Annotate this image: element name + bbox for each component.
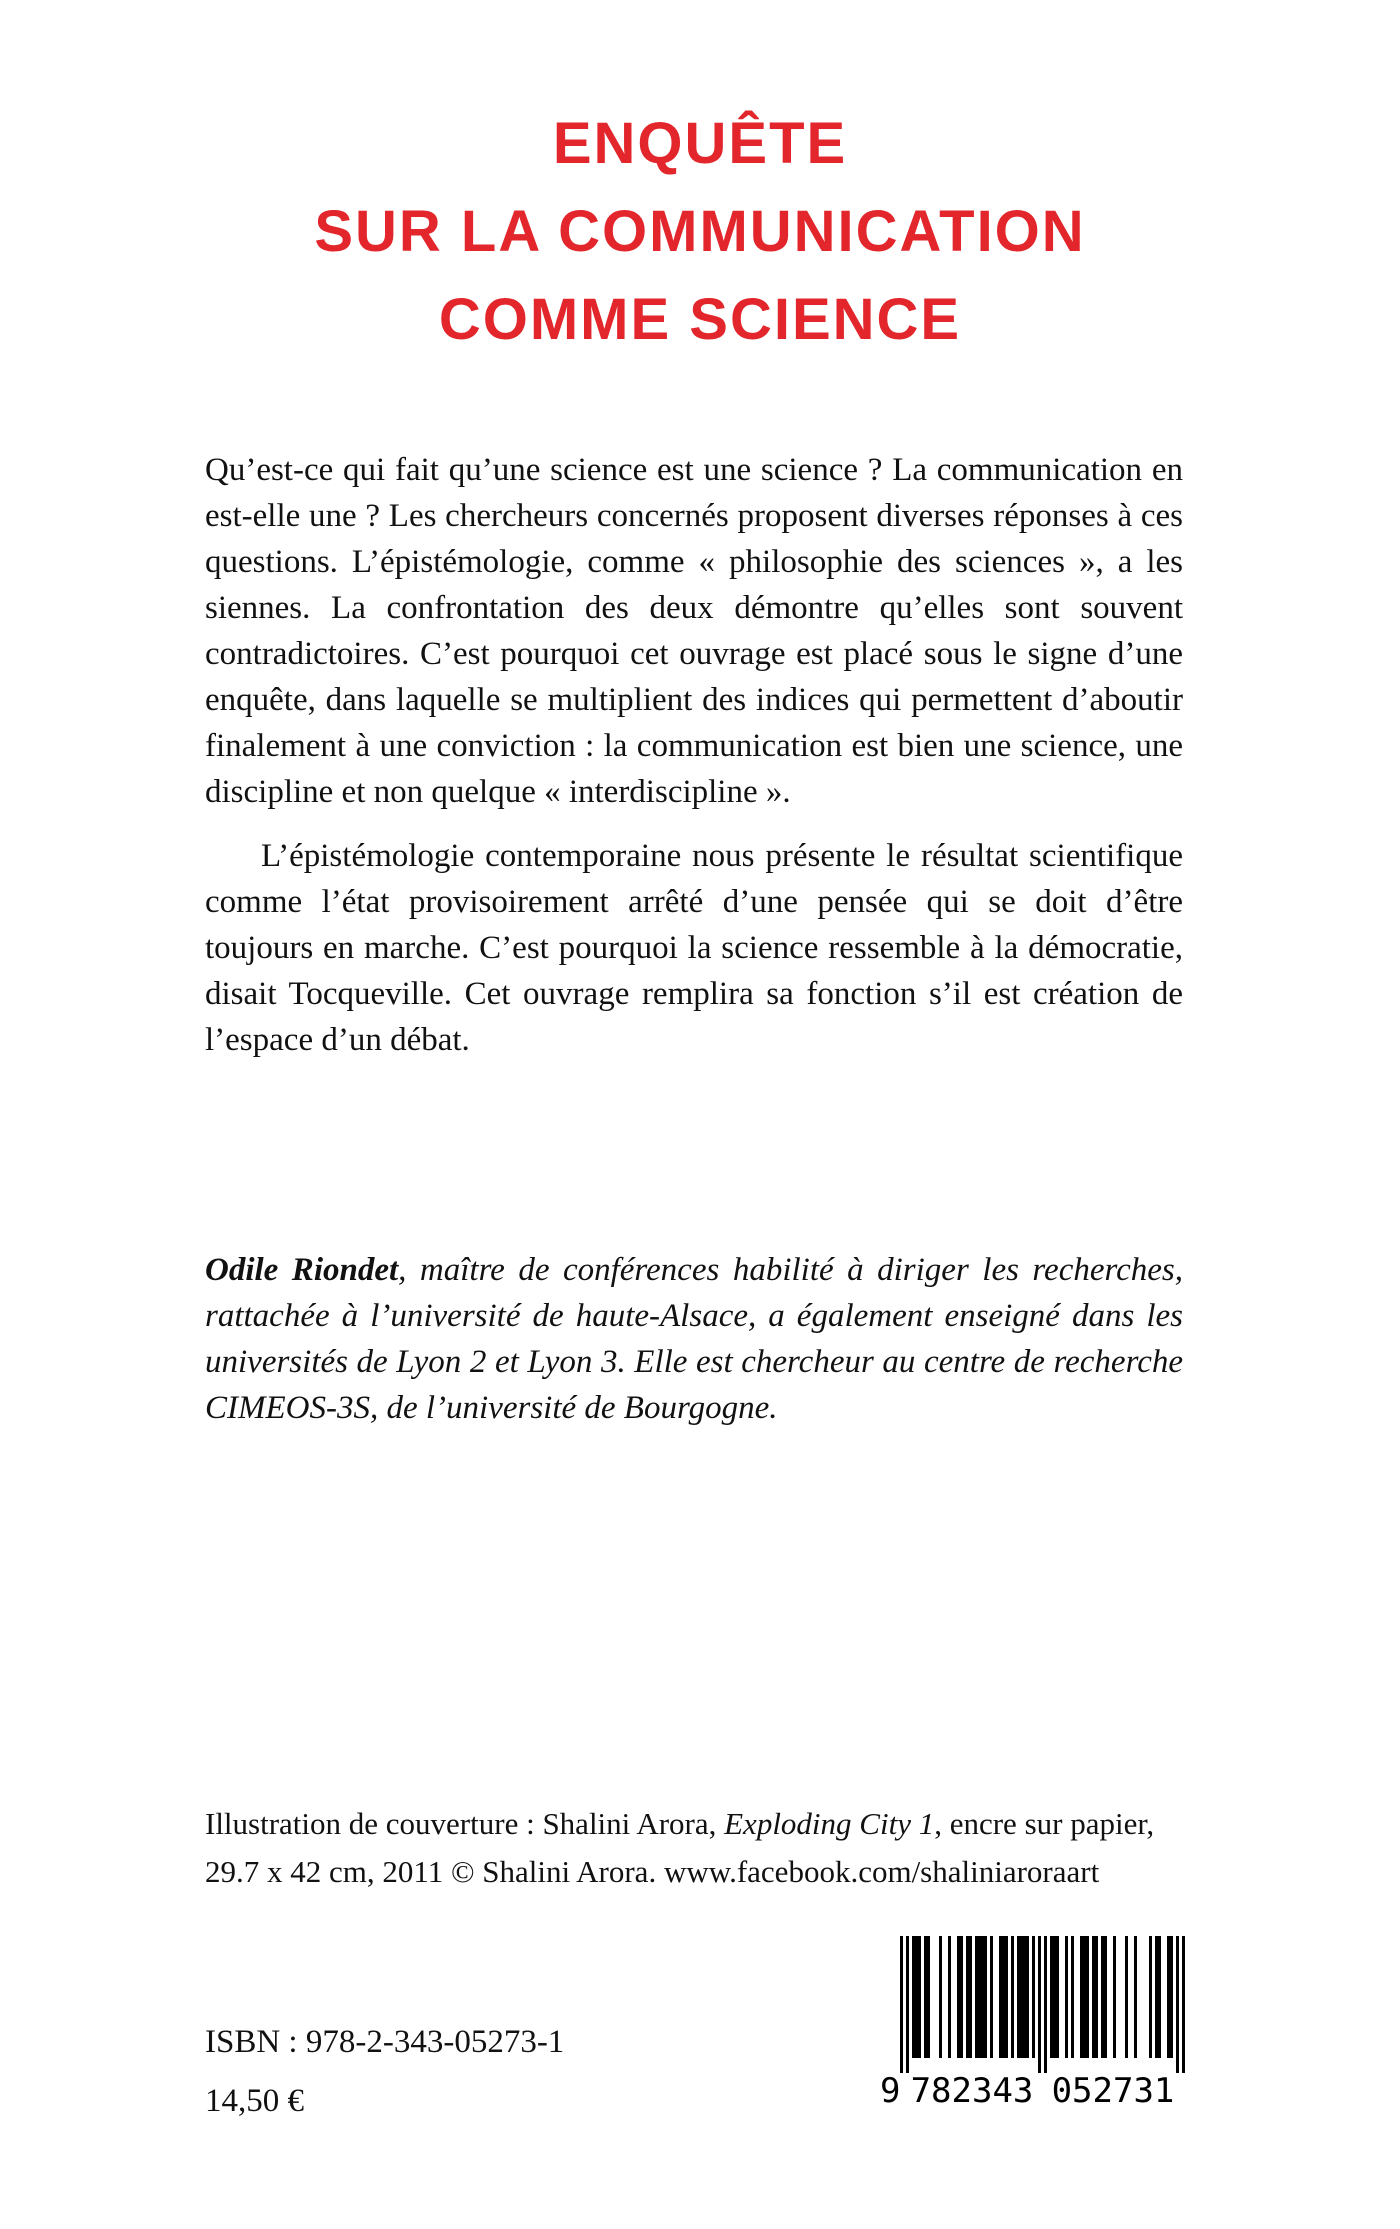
barcode — [880, 1936, 1200, 2108]
price-text: 14,50 € — [205, 2083, 304, 2119]
cover-illustration-credit — [205, 1800, 1195, 1896]
artwork-title: Exploding City 1 — [724, 1806, 935, 1841]
credit-suffix: , encre sur papier, 29.7 x 42 cm, 2011 © Shalini Arora. www.facebook.com/shaliniaroraart — [205, 1806, 1155, 1889]
author-bio — [205, 1247, 1183, 1431]
title-line-2: SUR LA COMMUNICATION — [314, 199, 1086, 264]
author-name: Odile Riondet — [205, 1252, 399, 1288]
author-bio-text: , maître de conférences habilité à diriger les recherches, rattachée à l’université de haute-Alsace, a également enseigné dans les universités de Lyon 2 et Lyon 3. Elle est chercheur au centre de recherche CIMEOS-3S, de l’université de Bourgogne. — [205, 1252, 1183, 1426]
title-line-1: ENQUÊTE — [552, 111, 848, 176]
barcode-digits-group-2: 052731 — [1051, 2071, 1175, 2108]
synopsis — [205, 447, 1183, 1063]
credit-prefix: Illustration de couverture : Shalini Arora, — [205, 1806, 725, 1841]
isbn-text: ISBN : 978-2-343-05273-1 — [205, 2024, 565, 2060]
barcode-digit-left: 9 — [880, 2071, 901, 2108]
book-title — [0, 100, 1400, 364]
synopsis-paragraph-1: Qu’est-ce qui fait qu’une science est une science ? La communication en est-elle une ? Les chercheurs concernés proposent diverses réponses à ces questions. L’épistémologie, comme « philosophie des sciences », a les siennes. La confrontation des deux démontre qu’elles sont souvent contradictoires. C’est pourquoi cet ouvrage est placé sous le signe d’une enquête, dans laquelle se multiplient des indices qui permettent d’aboutir finalement à une conviction : la communication est bien une science, une discipline et non quelque « interdiscipline ». — [205, 452, 1183, 810]
barcode-bars — [880, 1936, 1200, 2108]
title-line-3: COMME SCIENCE — [438, 287, 962, 352]
synopsis-paragraph-2: L’épistémologie contemporaine nous présente le résultat scientifique comme l’état provisoirement arrêté d’une pensée qui se doit d’être toujours en marche. C’est pourquoi la science ressemble à la démocratie, disait Tocqueville. Cet ouvrage remplira sa fonction s’il est création de l’espace d’un débat. — [205, 838, 1183, 1058]
footer-left — [205, 2026, 564, 2118]
barcode-digits-group-1: 782343 — [910, 2071, 1034, 2108]
